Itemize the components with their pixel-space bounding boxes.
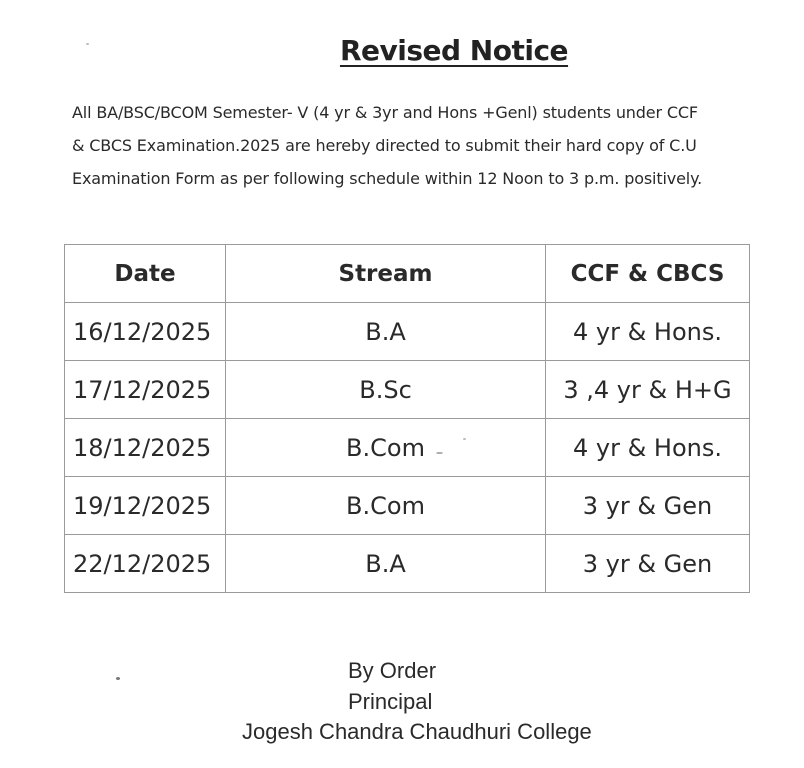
date-cell: 22/12/2025	[65, 535, 226, 593]
table-row	[65, 535, 750, 593]
signature-institution: Jogesh Chandra Chaudhuri College	[242, 719, 592, 744]
notice-body-line-3: Examination Form as per following schedule within 12 Noon to 3 p.m. positively.	[72, 169, 703, 188]
header-stream: Stream	[226, 245, 546, 303]
date-cell: 17/12/2025	[65, 361, 226, 419]
stream-cell: B.Com	[226, 419, 546, 477]
stream-cell: B.A	[226, 535, 546, 593]
table-row	[65, 419, 750, 477]
table-row	[65, 303, 750, 361]
date-cell: 16/12/2025	[65, 303, 226, 361]
schedule-table	[64, 244, 750, 593]
notice-body	[72, 96, 772, 195]
stream-cell: B.Com	[226, 477, 546, 535]
scan-speck	[436, 452, 443, 454]
date-cell: 19/12/2025	[65, 477, 226, 535]
scheme-cell: 3 ,4 yr & H+G	[546, 361, 750, 419]
scan-speck	[116, 677, 120, 680]
notice-title: Revised Notice	[339, 34, 569, 67]
scheme-cell: 4 yr & Hons.	[546, 303, 750, 361]
scan-speck	[86, 43, 89, 45]
scheme-cell: 3 yr & Gen	[546, 477, 750, 535]
scheme-cell: 3 yr & Gen	[546, 535, 750, 593]
scheme-cell: 4 yr & Hons.	[546, 419, 750, 477]
header-scheme: CCF & CBCS	[546, 245, 750, 303]
scan-speck	[463, 438, 466, 440]
table-row	[65, 361, 750, 419]
signature-by-order: By Order	[348, 658, 437, 683]
date-cell: 18/12/2025	[65, 419, 226, 477]
notice-body-line-2: & CBCS Examination.2025 are hereby directed to submit their hard copy of C.U	[72, 136, 697, 155]
stream-cell: B.Sc	[226, 361, 546, 419]
stream-cell: B.A	[226, 303, 546, 361]
table-row	[65, 477, 750, 535]
notice-body-line-1: All BA/BSC/BCOM Semester- V (4 yr & 3yr and Hons +Genl) students under CCF	[72, 103, 698, 122]
signature-designation: Principal	[348, 689, 433, 714]
header-date: Date	[65, 245, 226, 303]
table-header-row	[65, 245, 750, 303]
